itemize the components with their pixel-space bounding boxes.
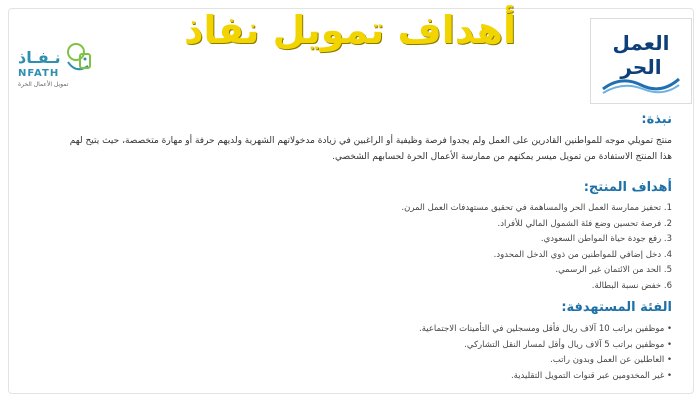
- target-item-text: غير المخدومين عبر قنوات التمويل التقليدية.: [510, 370, 665, 381]
- target-list: [22, 322, 672, 384]
- target-item: [22, 353, 672, 369]
- freelance-logo-line2: الحر: [620, 55, 662, 79]
- target-item: [22, 369, 672, 385]
- about-heading: نبذة:: [641, 112, 672, 127]
- about-section: [22, 112, 672, 127]
- nfath-logo-arabic: نـفـاذ: [18, 48, 61, 67]
- bullet-icon: •: [664, 370, 672, 381]
- goals-heading: أهداف المنتج:: [583, 180, 672, 195]
- freelance-logo: [590, 18, 692, 104]
- target-item: [22, 338, 672, 354]
- goals-section: [22, 180, 672, 195]
- goal-item: 4. دخل إضافي للمواطنين من ذوي الدخل المحدود.: [493, 249, 672, 260]
- target-section: [22, 300, 672, 315]
- goal-item: 1. تحفيز ممارسة العمل الحر والمساهمة في تحقيق مستهدفات العمل المرن.: [401, 203, 672, 213]
- target-item-text: موظفين براتب 10 آلاف ريال فأقل ومسجلين في التأمينات الاجتماعية.: [419, 324, 665, 334]
- goals-list: [22, 201, 672, 294]
- freelance-logo-line1: العمل: [612, 31, 670, 55]
- bullet-icon: •: [664, 355, 672, 365]
- target-item-text: موظفين براتب 5 آلاف ريال وأقل لمسار النقل التشاركي.: [464, 339, 665, 350]
- target-item: [22, 322, 672, 338]
- about-text-1: منتج تمويلي موجه للمواطنين القادرين على العمل ولم يجدوا فرصة وظيفية أو الراغبين في زيادة مدخولاتهم الشهرية ولديهم حرفة أو مهارة متخصصة، حيث يتيح لهم: [69, 136, 672, 146]
- wave-icon: [601, 71, 681, 95]
- goal-item: 6. خفض نسبة البطالة.: [591, 280, 672, 291]
- nfath-logo-icon: [62, 40, 96, 80]
- target-item-text: العاطلين عن العمل وبدون راتب.: [550, 355, 665, 365]
- page-title: أهداف تمويل نفاذ: [183, 8, 517, 52]
- nfath-logo-english: NFATH: [18, 68, 60, 79]
- bullet-icon: •: [664, 339, 672, 350]
- bullet-icon: •: [664, 324, 672, 334]
- nfath-logo-subtitle: تمويل الأعمال الحرة: [18, 81, 69, 88]
- about-text-2: هذا المنتج الاستفادة من تمويل ميسر يمكنهم من ممارسة الأعمال الحرة لحسابهم الشخصي.: [332, 152, 672, 162]
- goal-item: 3. رفع جودة حياة المواطن السعودي.: [540, 234, 672, 244]
- target-heading: الفئة المستهدفة:: [561, 300, 672, 315]
- goal-item: 5. الحد من الائتمان غير الرسمي.: [555, 265, 672, 275]
- goal-item: 2. فرصة تحسين وضع فئة الشمول المالي للأفراد.: [497, 218, 672, 229]
